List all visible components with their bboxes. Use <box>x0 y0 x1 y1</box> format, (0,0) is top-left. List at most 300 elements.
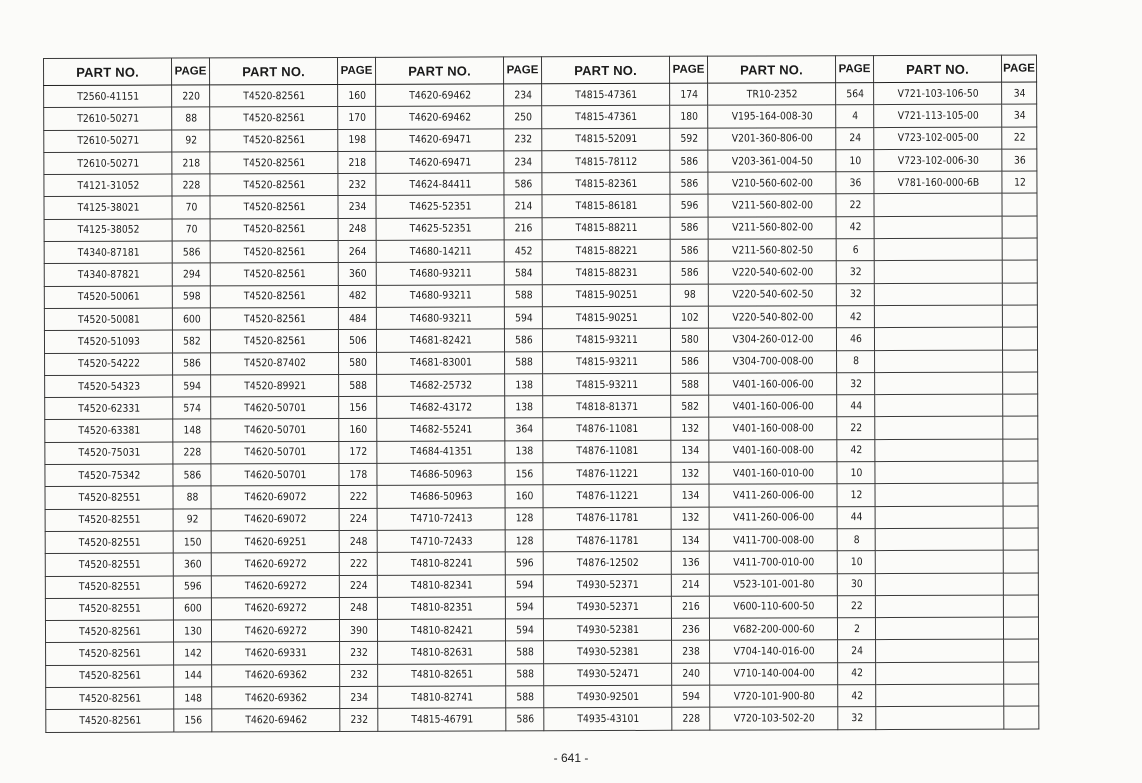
page-cell: 132 <box>673 507 707 529</box>
part-number-cell <box>883 461 996 484</box>
page-cell: 586 <box>672 262 706 284</box>
page-cell: 364 <box>507 418 541 440</box>
page-cell: 598 <box>175 286 209 308</box>
part-number-cell: T4125-38052 <box>52 219 165 242</box>
page-cell: 30 <box>840 573 874 595</box>
page-cell: 592 <box>672 128 706 150</box>
part-number-cell: V411-260-006-00 <box>717 484 830 507</box>
part-number-cell: T4520-82561 <box>218 263 331 286</box>
page-cell: 228 <box>174 174 208 196</box>
header-part-no: PART NO. <box>707 56 835 83</box>
part-number-cell <box>883 528 996 551</box>
part-number-cell: T4681-83001 <box>384 351 497 374</box>
page-cell: 46 <box>839 328 873 350</box>
part-number-cell: T4815-93211 <box>550 351 663 374</box>
part-number-cell <box>883 484 996 507</box>
part-number-cell: TR10-2352 <box>715 83 828 106</box>
page-cell: 596 <box>176 575 210 597</box>
header-page: PAGE <box>503 57 541 84</box>
page-cell: 172 <box>341 441 375 463</box>
part-number-cell <box>882 327 995 350</box>
page-cell: 234 <box>506 151 540 173</box>
part-number-cell: T4930-52371 <box>551 596 664 619</box>
page-cell: 584 <box>506 262 540 284</box>
part-number-cell: T4876-11221 <box>551 462 664 485</box>
part-number-cell: T4125-38021 <box>52 197 165 220</box>
page-cell: 240 <box>674 663 708 685</box>
header-part-no: PART NO. <box>541 56 669 83</box>
page-cell: 248 <box>341 530 375 552</box>
page-cell: 600 <box>176 598 210 620</box>
page-cell: 586 <box>672 239 706 261</box>
header-page: PAGE <box>1001 55 1036 82</box>
page-cell: 92 <box>174 130 208 152</box>
page-cell <box>1004 260 1035 282</box>
part-number-cell: T4520-82551 <box>53 576 166 599</box>
part-number-cell: T4815-52091 <box>549 128 662 151</box>
page-cell <box>1005 416 1036 438</box>
page-cell: 2 <box>840 618 874 640</box>
page-cell: 228 <box>175 442 209 464</box>
part-number-cell: T4684-41351 <box>385 441 498 464</box>
part-number-cell: T4620-69072 <box>219 508 332 531</box>
part-number-cell <box>883 706 996 729</box>
page-cell: 228 <box>674 707 708 729</box>
part-number-cell: T4815-46791 <box>385 708 498 731</box>
page-cell: 138 <box>507 374 541 396</box>
page-cell: 588 <box>508 686 542 708</box>
part-number-cell: T4818-81371 <box>550 395 663 418</box>
part-number-cell: V723-102-005-00 <box>881 127 994 150</box>
page-cell: 32 <box>839 283 873 305</box>
part-number-cell: T4520-82561 <box>217 84 330 107</box>
page-cell <box>1005 528 1036 550</box>
page-cell: 588 <box>508 641 542 663</box>
part-number-cell: T4620-69272 <box>219 575 332 598</box>
part-number-cell: T4930-52471 <box>551 663 664 686</box>
page-cell: 88 <box>174 107 208 129</box>
page-cell: 148 <box>175 419 209 441</box>
page-cell: 232 <box>342 664 376 686</box>
page-cell: 4 <box>838 105 872 127</box>
page-cell: 134 <box>673 440 707 462</box>
part-number-cell: V211-560-802-50 <box>716 239 829 262</box>
page-cell: 198 <box>340 129 374 151</box>
part-number-cell: T4810-82651 <box>385 664 498 687</box>
page-cell <box>1004 238 1035 260</box>
page-cell: 586 <box>673 351 707 373</box>
part-number-cell: T4620-69471 <box>384 151 497 174</box>
part-number-cell: T4815-88221 <box>550 239 663 262</box>
part-number-cell: T4520-82561 <box>218 285 331 308</box>
part-number-cell: T4710-72433 <box>385 530 498 553</box>
part-number-cell: T4625-52351 <box>384 218 497 241</box>
part-number-cell: T4620-69462 <box>383 106 496 129</box>
page-cell: 360 <box>340 263 374 285</box>
page-cell: 586 <box>672 172 706 194</box>
page-cell: 214 <box>506 195 540 217</box>
part-number-cell: V523-101-001-80 <box>717 573 830 596</box>
page-cell: 42 <box>839 439 873 461</box>
page-cell: 506 <box>341 330 375 352</box>
page-cell: 586 <box>672 150 706 172</box>
page-cell: 22 <box>839 417 873 439</box>
page-cell: 34 <box>1004 104 1035 126</box>
page-cell: 42 <box>840 662 874 684</box>
part-number-cell: T2560-41151 <box>51 85 164 108</box>
part-number-cell: V682-200-000-60 <box>717 618 830 641</box>
page-cell: 70 <box>174 196 208 218</box>
header-part-no: PART NO. <box>873 55 1001 82</box>
header-part-no: PART NO. <box>210 57 338 84</box>
part-number-cell: T4620-69362 <box>219 687 332 710</box>
part-number-cell: V710-140-004-00 <box>717 662 830 685</box>
page-cell: 128 <box>507 507 541 529</box>
part-number-cell: T4620-69251 <box>219 530 332 553</box>
part-number-cell: T4620-69362 <box>219 664 332 687</box>
header-page: PAGE <box>835 56 873 83</box>
part-number-cell: V203-361-004-50 <box>716 150 829 173</box>
page-cell <box>1006 617 1037 639</box>
part-number-cell: T4520-82561 <box>218 174 331 197</box>
part-number-cell: T4815-47361 <box>549 83 662 106</box>
part-number-cell: V411-700-008-00 <box>717 529 830 552</box>
part-number-cell: V411-700-010-00 <box>717 551 830 574</box>
part-number-cell: T4520-82561 <box>53 687 166 710</box>
page-cell: 216 <box>506 218 540 240</box>
part-number-cell: V220-540-602-50 <box>716 283 829 306</box>
page-cell <box>1005 461 1036 483</box>
page-cell: 130 <box>176 620 210 642</box>
page-cell <box>1005 573 1036 595</box>
part-number-cell: T2610-50271 <box>51 107 164 130</box>
part-number-cell: T4625-52351 <box>384 195 497 218</box>
part-number-cell: V704-140-016-00 <box>717 640 830 663</box>
part-number-cell: T4620-69471 <box>383 129 496 152</box>
part-number-cell: T4620-69462 <box>219 709 332 732</box>
part-number-cell: T4930-52381 <box>551 618 664 641</box>
page-cell: 594 <box>508 574 542 596</box>
page-cell: 224 <box>342 575 376 597</box>
page-cell: 42 <box>838 216 872 238</box>
part-number-cell: T4620-69272 <box>219 597 332 620</box>
page-cell: 174 <box>672 83 706 105</box>
page-cell: 42 <box>839 306 873 328</box>
part-number-cell: T4520-82561 <box>218 151 331 174</box>
page-cell: 586 <box>174 241 208 263</box>
part-number-cell: V411-260-006-00 <box>717 506 830 529</box>
part-number-cell: T4686-50963 <box>385 463 498 486</box>
part-number-cell: T4810-82741 <box>385 686 498 709</box>
part-number-cell: T4815-47361 <box>549 106 662 129</box>
part-number-cell: T4340-87821 <box>52 263 165 286</box>
table-row <box>46 706 1039 732</box>
part-number-cell: T2610-50271 <box>52 152 165 175</box>
page-cell: 586 <box>175 352 209 374</box>
page-cell: 232 <box>342 709 376 731</box>
page-cell: 88 <box>175 486 209 508</box>
page-cell <box>1004 194 1035 216</box>
part-number-cell: T4815-90251 <box>550 284 663 307</box>
page-cell: 234 <box>340 196 374 218</box>
page-cell: 134 <box>673 485 707 507</box>
page-cell: 232 <box>342 642 376 664</box>
part-number-cell: V401-160-008-00 <box>716 417 829 440</box>
part-number-cell: T4520-50081 <box>52 308 165 331</box>
page-cell: 222 <box>342 553 376 575</box>
page-cell: 588 <box>341 374 375 396</box>
page-cell: 134 <box>673 529 707 551</box>
page-cell <box>1006 706 1037 728</box>
page-cell <box>1004 305 1035 327</box>
part-number-cell: T4520-89921 <box>218 374 331 397</box>
part-number-cell: V781-160-000-6B <box>882 171 995 194</box>
page-cell <box>1005 506 1036 528</box>
page-cell: 264 <box>340 240 374 262</box>
page-cell: 24 <box>840 640 874 662</box>
part-number-cell: V201-360-806-00 <box>715 127 828 150</box>
part-number-cell: T4681-82421 <box>384 329 497 352</box>
part-number-cell <box>883 506 996 529</box>
part-number-cell <box>882 283 995 306</box>
page-cell: 234 <box>342 686 376 708</box>
page-cell <box>1005 439 1036 461</box>
part-number-cell: V210-560-602-00 <box>716 172 829 195</box>
page-cell: 600 <box>175 308 209 330</box>
page-cell: 128 <box>507 530 541 552</box>
page-cell: 582 <box>175 330 209 352</box>
part-number-cell: T4520-63381 <box>52 420 165 443</box>
part-number-cell: T4620-69272 <box>219 620 332 643</box>
page-cell: 136 <box>674 551 708 573</box>
part-number-cell: T2610-50271 <box>51 130 164 153</box>
part-number-cell: V195-164-008-30 <box>715 105 828 128</box>
page-cell: 232 <box>506 128 540 150</box>
page-cell <box>1005 372 1036 394</box>
part-number-cell <box>882 372 995 395</box>
part-number-cell: T4620-50701 <box>218 397 331 420</box>
part-number-cell: T4686-50963 <box>385 485 498 508</box>
page-cell: 452 <box>506 240 540 262</box>
part-number-cell: T4815-88231 <box>550 262 663 285</box>
page-cell: 156 <box>341 397 375 419</box>
part-number-cell: T4815-78112 <box>550 150 663 173</box>
page-cell <box>1005 595 1036 617</box>
page-cell: 160 <box>507 485 541 507</box>
header-part-no: PART NO. <box>375 57 503 84</box>
page-cell <box>1005 550 1036 572</box>
page-cell <box>1006 662 1037 684</box>
page-cell: 234 <box>506 84 540 106</box>
part-number-cell: T4520-82561 <box>218 241 331 264</box>
part-number-cell: T4815-93211 <box>550 373 663 396</box>
part-number-cell: V304-260-012-00 <box>716 328 829 351</box>
page-cell: 586 <box>507 329 541 351</box>
part-number-cell: V401-160-006-00 <box>716 395 829 418</box>
page-cell: 594 <box>508 619 542 641</box>
page-cell <box>1006 639 1037 661</box>
page-cell: 582 <box>673 395 707 417</box>
part-number-cell: T4620-50701 <box>218 419 331 442</box>
part-number-cell: T4520-82561 <box>53 709 166 732</box>
part-number-cell: T4520-82561 <box>217 107 330 130</box>
page-cell: 138 <box>507 396 541 418</box>
page-cell: 160 <box>341 419 375 441</box>
part-number-cell: T4815-86181 <box>550 195 663 218</box>
part-number-cell: T4520-82561 <box>217 129 330 152</box>
part-number-cell: T4682-25732 <box>384 374 497 397</box>
part-number-cell: V304-700-008-00 <box>716 350 829 373</box>
page-cell: 224 <box>341 508 375 530</box>
part-number-cell: T4520-82561 <box>218 196 331 219</box>
part-number-cell: T4815-93211 <box>550 329 663 352</box>
page-cell: 222 <box>341 486 375 508</box>
page-cell: 360 <box>176 553 210 575</box>
page-cell: 138 <box>507 441 541 463</box>
part-number-cell: T4876-11081 <box>551 440 664 463</box>
part-number-cell <box>882 194 995 217</box>
page-cell: 580 <box>341 352 375 374</box>
page-cell: 156 <box>507 463 541 485</box>
part-number-cell: T4930-52381 <box>551 641 664 664</box>
page-cell <box>1004 283 1035 305</box>
part-number-cell: T4620-69072 <box>219 486 332 509</box>
part-number-cell <box>883 595 996 618</box>
page-cell: 10 <box>838 149 872 171</box>
page-cell: 594 <box>507 307 541 329</box>
part-number-cell: V211-560-802-00 <box>716 217 829 240</box>
part-number-cell <box>883 640 996 663</box>
page-cell: 564 <box>838 83 872 105</box>
part-number-cell: V401-160-008-00 <box>717 440 830 463</box>
page-cell: 294 <box>174 263 208 285</box>
page-cell: 22 <box>840 595 874 617</box>
part-number-cell: T4930-92501 <box>551 685 664 708</box>
page-cell: 34 <box>1004 82 1035 104</box>
part-number-cell: T4520-75342 <box>53 464 166 487</box>
page-cell: 178 <box>341 463 375 485</box>
page-cell: 588 <box>507 351 541 373</box>
page-cell: 594 <box>508 597 542 619</box>
part-number-cell: T4815-82361 <box>550 173 663 196</box>
part-number-cell: T4680-93211 <box>384 285 497 308</box>
part-number-cell: T4810-82351 <box>385 597 498 620</box>
page-cell: 594 <box>175 375 209 397</box>
part-number-cell: T4520-62331 <box>52 397 165 420</box>
part-number-cell: T4520-75031 <box>53 442 166 465</box>
part-number-cell: V723-102-006-30 <box>882 149 995 172</box>
page-cell: 44 <box>839 395 873 417</box>
part-number-cell: T4876-11781 <box>551 507 664 530</box>
header-part-no: PART NO. <box>44 58 172 85</box>
page-cell: 10 <box>839 462 873 484</box>
part-number-cell <box>883 439 996 462</box>
part-number-cell: T4620-69331 <box>219 642 332 665</box>
page-cell <box>1006 684 1037 706</box>
part-number-cell <box>883 617 996 640</box>
part-number-cell: T4624-84411 <box>384 173 497 196</box>
part-number-cell: T4520-54323 <box>52 375 165 398</box>
page-cell: 574 <box>175 397 209 419</box>
part-number-cell: T4876-11781 <box>551 529 664 552</box>
page-cell: 586 <box>672 217 706 239</box>
page-cell: 142 <box>176 642 210 664</box>
part-number-cell: T4520-51093 <box>52 330 165 353</box>
part-number-cell: T4520-82551 <box>53 531 166 554</box>
page-cell: 218 <box>340 151 374 173</box>
part-number-cell: V401-160-006-00 <box>716 373 829 396</box>
page-cell: 156 <box>176 709 210 731</box>
part-number-cell: T4680-93211 <box>384 307 497 330</box>
page-cell: 588 <box>507 284 541 306</box>
page-cell: 148 <box>176 687 210 709</box>
page-cell: 248 <box>340 218 374 240</box>
part-number-cell: T4520-82551 <box>53 486 166 509</box>
page-cell: 102 <box>673 306 707 328</box>
part-number-cell: V220-540-602-00 <box>716 261 829 284</box>
part-number-cell: T4520-82561 <box>53 620 166 643</box>
part-number-cell: T4520-50061 <box>52 286 165 309</box>
header-page: PAGE <box>337 57 375 84</box>
part-number-cell: T4520-87402 <box>218 352 331 375</box>
page-cell: 218 <box>174 152 208 174</box>
part-number-cell <box>882 394 995 417</box>
page-cell: 238 <box>674 641 708 663</box>
part-number-cell: V720-101-900-80 <box>717 685 830 708</box>
part-number-cell: T4815-90251 <box>550 306 663 329</box>
part-number-cell: T4620-69272 <box>219 553 332 576</box>
page-cell: 22 <box>1004 127 1035 149</box>
part-number-cell: T4520-82561 <box>53 642 166 665</box>
part-number-cell <box>882 417 995 440</box>
parts-index-sheet <box>43 55 1038 727</box>
part-number-cell <box>882 305 995 328</box>
page-cell: 32 <box>839 372 873 394</box>
part-number-cell: T4682-43172 <box>384 396 497 419</box>
page-cell <box>1004 216 1035 238</box>
part-number-cell: T4710-72413 <box>385 508 498 531</box>
page-cell: 220 <box>174 85 208 107</box>
part-number-cell <box>883 684 996 707</box>
page-cell: 32 <box>840 707 874 729</box>
part-number-cell <box>883 573 996 596</box>
part-number-cell: V721-103-106-50 <box>881 82 994 105</box>
page-cell: 586 <box>508 708 542 730</box>
part-number-cell <box>882 350 995 373</box>
page-cell <box>1005 350 1036 372</box>
page-cell: 232 <box>340 174 374 196</box>
part-number-cell: T4520-82561 <box>53 665 166 688</box>
page-cell: 98 <box>673 284 707 306</box>
page-cell: 160 <box>340 84 374 106</box>
header-page: PAGE <box>172 58 210 85</box>
page-cell: 12 <box>1004 171 1035 193</box>
header-page: PAGE <box>669 56 707 83</box>
page-cell: 390 <box>342 619 376 641</box>
part-number-cell: T4620-50701 <box>219 441 332 464</box>
page-cell: 250 <box>506 106 540 128</box>
part-number-cell <box>882 261 995 284</box>
page-cell: 580 <box>673 328 707 350</box>
part-number-cell: T4520-54222 <box>52 353 165 376</box>
part-number-cell: T4620-69462 <box>383 84 496 107</box>
part-number-cell: T4680-93211 <box>384 262 497 285</box>
page-cell: 12 <box>839 484 873 506</box>
part-number-cell <box>882 216 995 239</box>
part-number-cell: T4876-11081 <box>550 418 663 441</box>
part-number-cell: T4520-82551 <box>53 598 166 621</box>
page-cell: 586 <box>175 464 209 486</box>
